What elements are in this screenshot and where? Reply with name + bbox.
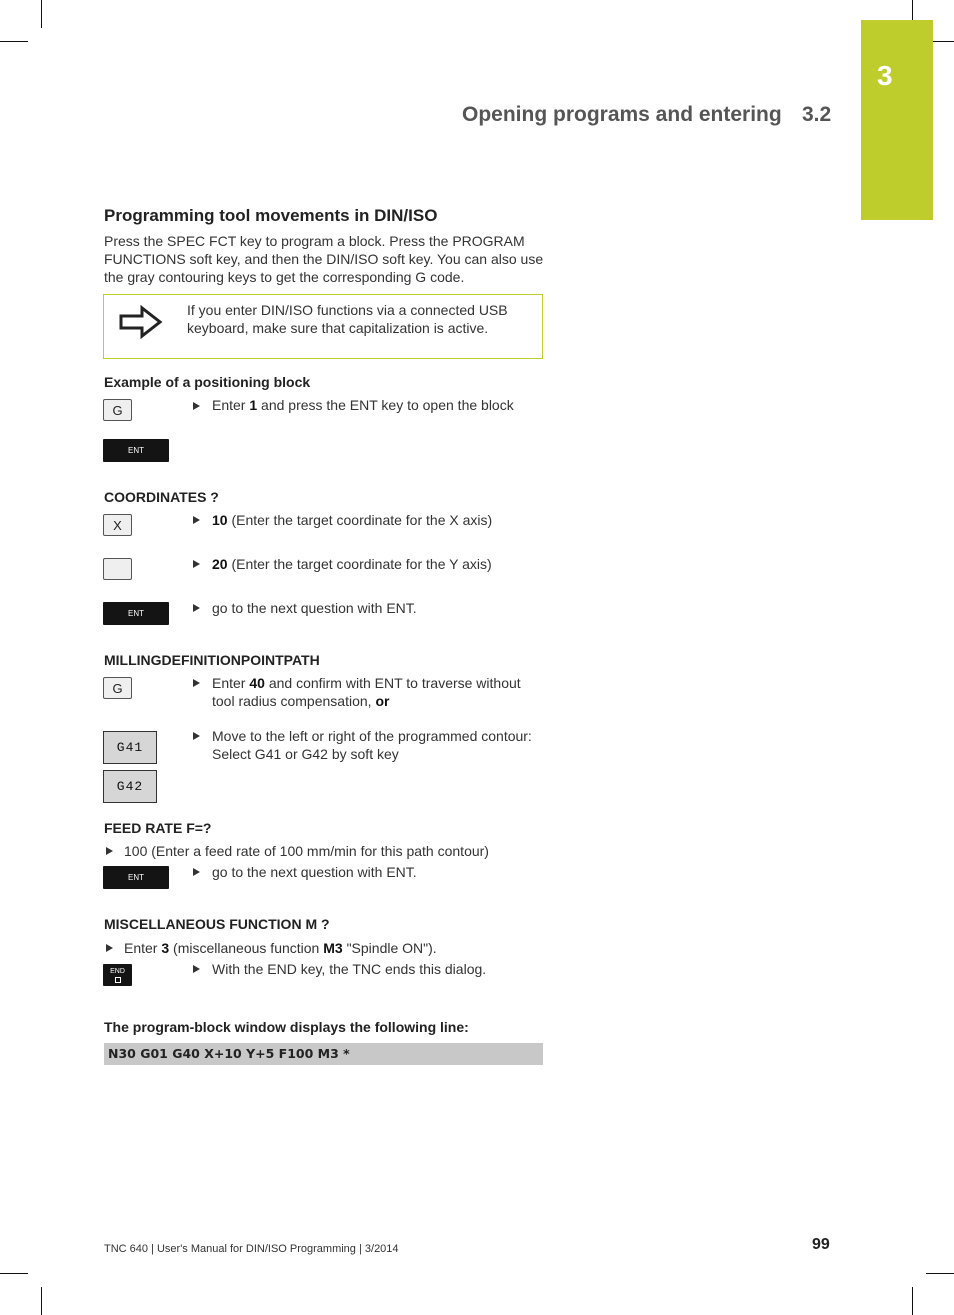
crop-mark: [0, 1273, 28, 1274]
g-key[interactable]: G: [103, 677, 132, 699]
crop-mark: [41, 1287, 42, 1315]
bullet-arrow-icon: [193, 732, 200, 740]
chapter-tab: [861, 20, 933, 220]
crop-mark: [912, 1287, 913, 1315]
bullet-arrow-icon: [193, 679, 200, 687]
step-text: 100 (Enter a feed rate of 100 mm/min for this path contour): [124, 843, 489, 859]
bullet-arrow-icon: [193, 560, 200, 568]
step-text: Enter 1 and press the ENT key to open the block: [212, 397, 514, 413]
intro-paragraph: Press the SPEC FCT key to program a block. Press the PROGRAM FUNCTIONS soft key, and then the DIN/ISO soft key. You can also use the gray contouring keys to get the corresponding G code.: [104, 233, 544, 285]
section-title: Programming tool movements in DIN/ISO: [104, 206, 438, 225]
bullet-arrow-icon: [193, 868, 200, 876]
y-key[interactable]: [103, 558, 132, 580]
bullet-arrow-icon: [193, 604, 200, 612]
bullet-arrow-icon: [106, 944, 113, 952]
step-text: go to the next question with ENT.: [212, 600, 417, 616]
bullet-arrow-icon: [193, 516, 200, 524]
note-text: If you enter DIN/ISO functions via a connected USB keyboard, make sure that capitalization is active.: [187, 302, 508, 336]
bullet-arrow-icon: [193, 965, 200, 973]
bullet-arrow-icon: [106, 847, 113, 855]
end-key[interactable]: [103, 964, 132, 986]
footer-text: TNC 640 | User's Manual for DIN/ISO Programming | 3/2014: [104, 1243, 399, 1255]
running-header-title: Opening programs and entering: [462, 103, 782, 126]
step-text: go to the next question with ENT.: [212, 864, 417, 880]
chapter-number: 3: [877, 60, 893, 91]
step-text: Enter 40 and confirm with ENT to traverse without tool radius compensation, or: [212, 675, 521, 709]
step-text: 20 (Enter the target coordinate for the Y axis): [212, 556, 492, 572]
crop-mark: [41, 0, 42, 28]
arrow-right-icon: [118, 303, 164, 341]
running-header-section: 3.2: [802, 103, 832, 126]
x-key[interactable]: X: [103, 514, 132, 536]
step-text: With the END key, the TNC ends this dialog.: [212, 961, 487, 977]
coordinates-heading: COORDINATES ?: [104, 489, 219, 505]
ent-key[interactable]: ENT: [103, 866, 169, 889]
bullet-arrow-icon: [193, 402, 200, 410]
g41-softkey[interactable]: G41: [103, 731, 157, 764]
misc-heading: MISCELLANEOUS FUNCTION M ?: [104, 916, 330, 932]
g42-softkey[interactable]: G42: [103, 770, 157, 803]
end-square-icon: [115, 977, 121, 983]
step-text: Enter 3 (miscellaneous function M3 "Spindle ON").: [124, 940, 437, 956]
ent-key[interactable]: ENT: [103, 602, 169, 625]
crop-mark: [0, 41, 28, 42]
result-heading: The program-block window displays the following line:: [104, 1019, 469, 1035]
code-line: N30 G01 G40 X+10 Y+5 F100 M3 *: [104, 1043, 543, 1065]
path-heading: MILLINGDEFINITIONPOINTPATH: [104, 652, 320, 668]
example-heading: Example of a positioning block: [104, 374, 311, 390]
page-number: 99: [812, 1236, 830, 1253]
crop-mark: [926, 1273, 954, 1274]
step-text: 10 (Enter the target coordinate for the X axis): [212, 512, 493, 528]
step-text: Move to the left or right of the programmed contour: Select G41 or G42 by soft key: [212, 728, 532, 762]
ent-key[interactable]: ENT: [103, 439, 169, 462]
g-key[interactable]: G: [103, 399, 132, 421]
feed-heading: FEED RATE F=?: [104, 820, 212, 836]
end-key-label: END: [110, 967, 125, 975]
